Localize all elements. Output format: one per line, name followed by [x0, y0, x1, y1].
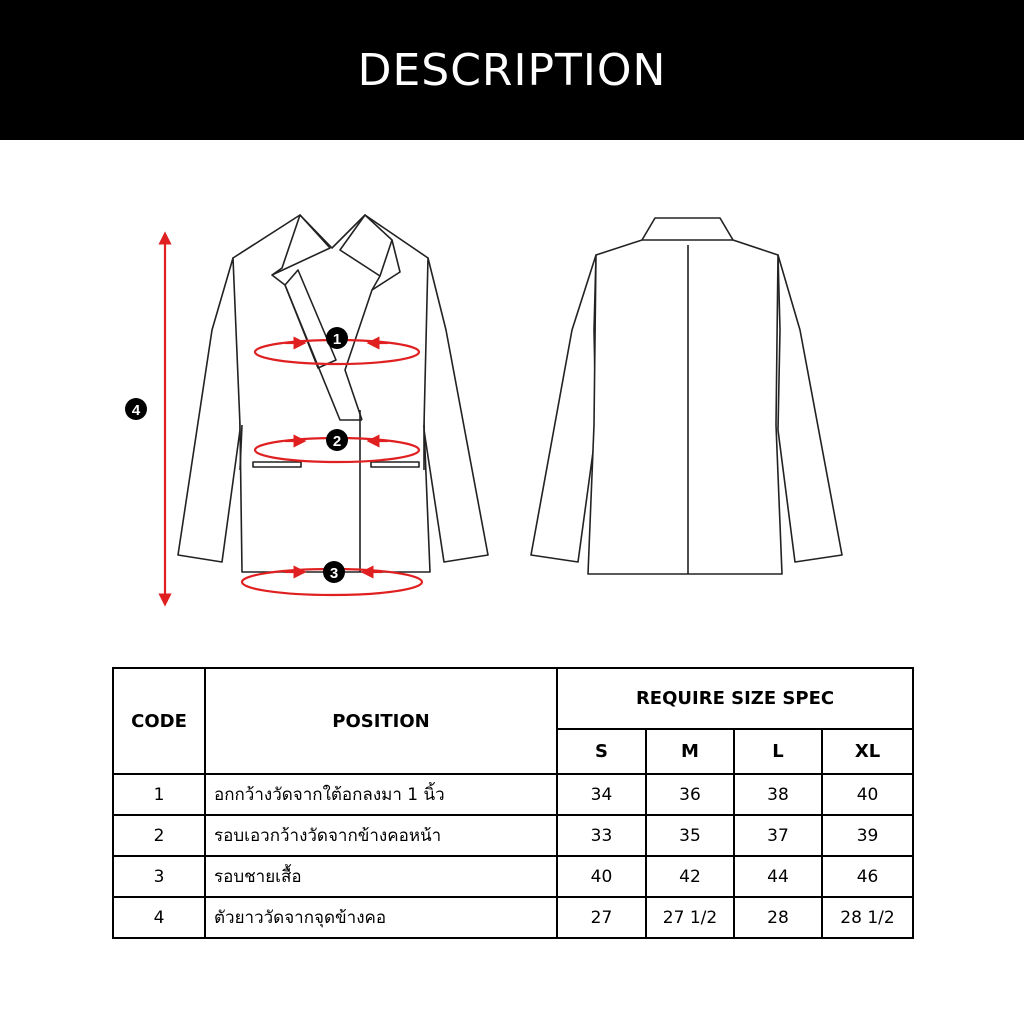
- value-cell: 38: [734, 774, 822, 815]
- svg-text:2: 2: [332, 433, 342, 450]
- marker-1: [326, 327, 348, 349]
- marker-3: [323, 561, 345, 583]
- svg-text:1: 1: [332, 331, 342, 348]
- code-cell: 4: [113, 897, 205, 938]
- code-header: CODE: [113, 668, 205, 774]
- code-cell: 1: [113, 774, 205, 815]
- size-l-header: L: [734, 729, 822, 774]
- value-cell: 28 1/2: [822, 897, 913, 938]
- page-title: DESCRIPTION: [357, 44, 667, 96]
- value-cell: 39: [822, 815, 913, 856]
- value-cell: 40: [822, 774, 913, 815]
- position-cell: ตัวยาววัดจากจุดข้างคอ: [205, 897, 557, 938]
- value-cell: 36: [646, 774, 734, 815]
- value-cell: 42: [646, 856, 734, 897]
- value-cell: 34: [557, 774, 646, 815]
- back-jacket-illustration: [531, 218, 842, 574]
- position-cell: รอบเอวกว้างวัดจากข้างคอหน้า: [205, 815, 557, 856]
- header-bar: [0, 0, 1024, 140]
- table-row: [113, 774, 913, 815]
- position-cell: อกกว้างวัดจากใต้อกลงมา 1 นิ้ว: [205, 774, 557, 815]
- position-header: POSITION: [205, 668, 557, 774]
- marker-2: [326, 429, 348, 451]
- size-s-header: S: [557, 729, 646, 774]
- size-xl-header: XL: [822, 729, 913, 774]
- size-spec-table: [112, 667, 914, 939]
- position-cell: รอบชายเสื้อ: [205, 856, 557, 897]
- value-cell: 28: [734, 897, 822, 938]
- value-cell: 46: [822, 856, 913, 897]
- svg-text:4: 4: [131, 402, 141, 419]
- value-cell: 27 1/2: [646, 897, 734, 938]
- value-cell: 37: [734, 815, 822, 856]
- value-cell: 44: [734, 856, 822, 897]
- code-cell: 3: [113, 856, 205, 897]
- table-row: [113, 897, 913, 938]
- value-cell: 27: [557, 897, 646, 938]
- table-row: [113, 815, 913, 856]
- value-cell: 40: [557, 856, 646, 897]
- marker-4: [125, 398, 147, 420]
- table-header-row: [113, 668, 913, 729]
- spec-header: REQUIRE SIZE SPEC: [557, 668, 913, 729]
- size-m-header: M: [646, 729, 734, 774]
- code-cell: 2: [113, 815, 205, 856]
- svg-text:3: 3: [329, 565, 339, 582]
- jacket-diagram: [0, 140, 1024, 660]
- value-cell: 35: [646, 815, 734, 856]
- value-cell: 33: [557, 815, 646, 856]
- front-jacket-illustration: [178, 215, 488, 572]
- table-row: [113, 856, 913, 897]
